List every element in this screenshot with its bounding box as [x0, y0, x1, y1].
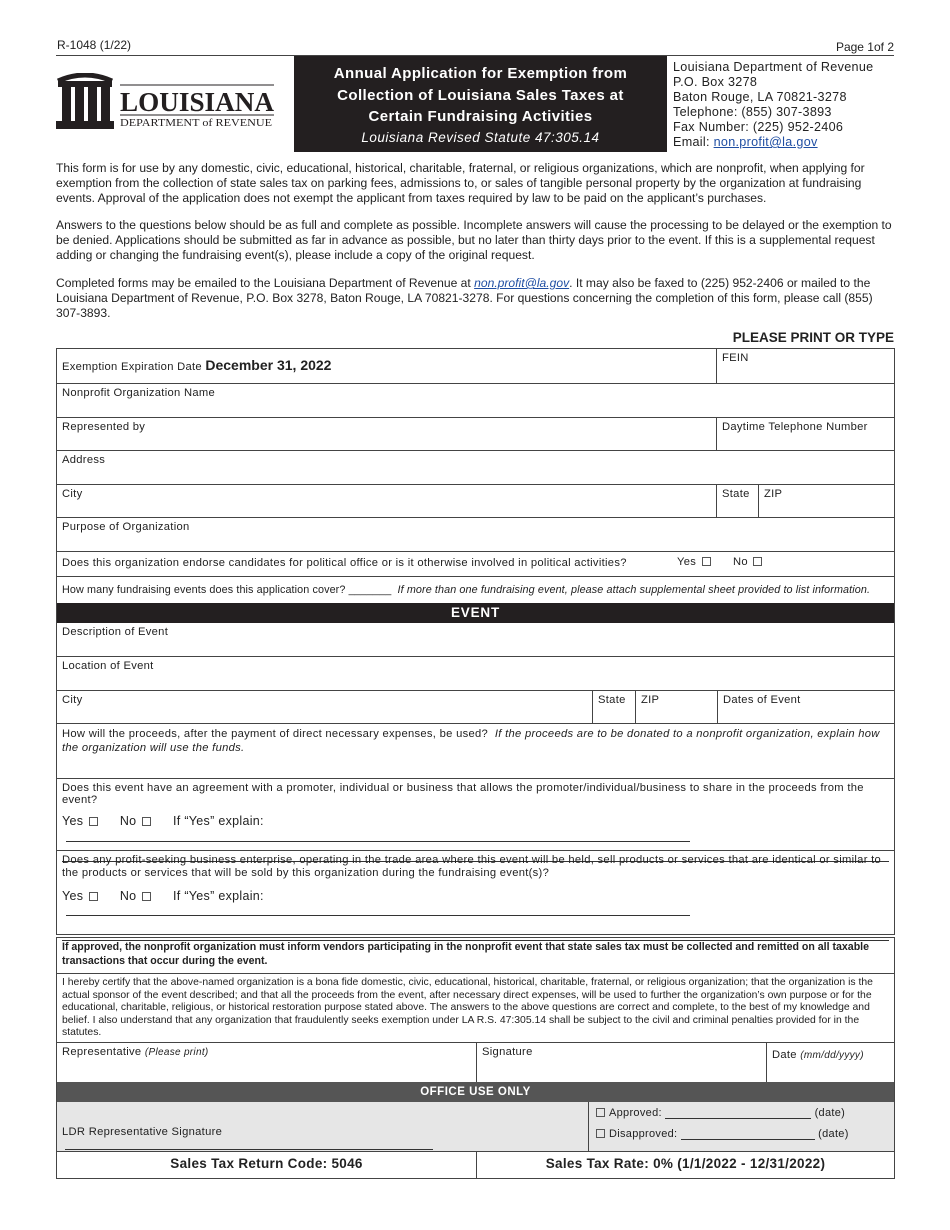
- address-field[interactable]: [57, 451, 894, 484]
- promoter-explain-line[interactable]: [66, 841, 690, 842]
- tax-rate: Sales Tax Rate: 0% (1/1/2022 - 12/31/2022): [476, 1152, 894, 1178]
- yes-label: Yes: [62, 889, 84, 903]
- political-yes[interactable]: [677, 556, 711, 568]
- ldr-logo: [56, 73, 276, 135]
- application-form: [56, 348, 895, 935]
- event-city-field[interactable]: [57, 691, 592, 723]
- business-yes[interactable]: [62, 889, 98, 903]
- proceeds-question[interactable]: [57, 724, 894, 778]
- ldr-signature-label: LDR Representative Signature: [62, 1126, 223, 1138]
- event-location-field[interactable]: [57, 657, 894, 690]
- signature-field[interactable]: [476, 1043, 766, 1082]
- form-code: R-1048 (1/22): [57, 38, 132, 52]
- intro-p3-text-end: . It may also be faxed to (225) 952-2406 or mailed to the Louisiana Department of Revenue, P.O. Box 3278, Baton Rouge, LA 70821-3278. For questions concerning the completion of this form, please call (855) 307-3893.: [56, 276, 873, 320]
- approved-date-label: (date): [814, 1107, 846, 1119]
- representative-field[interactable]: [57, 1043, 476, 1082]
- address-line: Fax Number: (225) 952-2406: [673, 120, 844, 134]
- address-label: Address: [62, 454, 106, 466]
- approved-checkbox[interactable]: [596, 1108, 605, 1117]
- page-number: Page 1of 2: [835, 40, 894, 54]
- political-no[interactable]: [733, 556, 762, 568]
- address-line: Telephone: (855) 307-3893: [673, 105, 832, 119]
- intro-paragraph-3: [56, 276, 895, 321]
- office-use-header: OFFICE USE ONLY: [57, 1082, 894, 1102]
- intro-p3-text: Completed forms may be emailed to the Louisiana Department of Revenue at: [56, 276, 475, 290]
- events-count-question: [57, 577, 894, 603]
- yes-label: Yes: [677, 556, 697, 568]
- event-zip-field[interactable]: [635, 691, 717, 723]
- expiration-value: December 31, 2022: [205, 357, 332, 373]
- event-section-header: EVENT: [57, 603, 894, 623]
- address-line: Louisiana Department of Revenue: [673, 60, 874, 74]
- print-notice: PLEASE PRINT OR TYPE: [732, 330, 894, 345]
- proceeds-question-text: How will the proceeds, after the payment of direct necessary expenses, be used?: [62, 728, 489, 740]
- pillars-emblem-icon: [56, 75, 114, 129]
- org-name-field[interactable]: [57, 384, 894, 417]
- events-note: If more than one fundraising event, please attach supplemental sheet provided to list information.: [397, 584, 871, 596]
- state-label: State: [722, 488, 750, 500]
- political-question: [57, 552, 894, 576]
- return-code: Sales Tax Return Code: 5046: [170, 1156, 363, 1171]
- approved-date-line[interactable]: [665, 1118, 811, 1119]
- intro-paragraph-1: This form is for use by any domestic, civic, educational, historical, charitable, fraternal, or religious organizations, which are nonprofit, when applying for exemption from the collection of state sales tax on parking fees, admissions to, or sales of tangible personal property by the organization at fundraising events. Approval of the application does not exempt the applicant from taxes required by law to be paid on the applicant’s purchases.: [56, 161, 865, 205]
- represented-by-field[interactable]: [57, 418, 716, 450]
- fein-label: FEIN: [722, 352, 749, 364]
- vendor-notice: If approved, the nonprofit organization must inform vendors participating in the nonprofit event that state sales tax must be collected and remitted on all taxable transactions that occur during the event.: [62, 941, 870, 967]
- business-answer-row: [62, 890, 889, 916]
- certification-statement: I hereby certify that the above-named organization is a bona fide domestic, civic, educational, historical, charitable, fraternal, or religious organization; that the organization is the actual sponsor of the event described; and that all the proceeds from the event, after necessary direct expenses, will be used to further the organization’s own purpose or for the educational, charitable, religious, or historical restoration purpose stated above. The answers to the above questions are correct and complete, to the best of my knowledge and belief. I also understand that any organization that fraudulently seeks exemption under LA R.S. 47:305.14 shall be subject to the civil and criminal penalties provided for in the statutes.: [62, 977, 873, 1039]
- ldr-signature-field[interactable]: [57, 1102, 588, 1151]
- business-question: [57, 851, 894, 934]
- zip-label: ZIP: [764, 488, 783, 500]
- approval-field: [588, 1102, 894, 1151]
- state-field[interactable]: [716, 485, 758, 517]
- event-state-label: State: [598, 694, 626, 706]
- business-question-text: Does any profit-seeking business enterprise, operating in the trade area where this event will be held, sell products or services that are identical or similar to the products or services that will be sold by this organization during the fundraising event(s)?: [62, 854, 882, 879]
- org-name-label: Nonprofit Organization Name: [62, 387, 215, 399]
- explain-label: If “Yes” explain:: [173, 814, 264, 828]
- promoter-answer-row: [62, 814, 889, 842]
- address-line: Baton Rouge, LA 70821-3278: [673, 90, 847, 104]
- logo-subtitle: DEPARTMENT of REVENUE: [120, 118, 272, 129]
- title-line-1: Annual Application for Exemption from: [333, 65, 628, 82]
- events-question-text: How many fundraising events does this application cover? _______: [62, 584, 392, 596]
- proceeds-note: If the proceeds are to be donated to a nonprofit organization, explain how the organization will use the funds.: [62, 728, 880, 754]
- purpose-field[interactable]: [57, 518, 894, 551]
- yes-checkbox[interactable]: [89, 817, 98, 826]
- disapproved-date-label: (date): [818, 1128, 849, 1140]
- approved-label: Approved:: [609, 1107, 662, 1119]
- purpose-label: Purpose of Organization: [62, 521, 190, 533]
- disapproved-option[interactable]: [594, 1128, 889, 1140]
- title-line-2: Collection of Louisiana Sales Taxes at: [337, 86, 624, 104]
- date-label: Date: [772, 1049, 801, 1061]
- certification-section: [56, 937, 895, 1179]
- yes-checkbox[interactable]: [702, 557, 711, 566]
- email-label: Email:: [673, 135, 714, 149]
- represented-by-label: Represented by: [62, 421, 146, 433]
- approved-option[interactable]: [594, 1107, 889, 1119]
- event-dates-field[interactable]: [717, 691, 894, 723]
- no-checkbox[interactable]: [142, 817, 151, 826]
- promoter-question-text: Does this event have an agreement with a promoter, individual or business that allows the promoter/individual/business to share in the proceeds from the event?: [62, 782, 864, 806]
- date-format-note: (mm/dd/yyyy): [800, 1050, 864, 1061]
- no-label: No: [119, 889, 137, 903]
- event-description-field[interactable]: [57, 623, 894, 656]
- representative-label: Representative: [62, 1046, 145, 1058]
- explain-label: If “Yes” explain:: [173, 889, 264, 903]
- date-field[interactable]: [766, 1043, 894, 1082]
- event-city-label: City: [62, 694, 83, 706]
- email-link[interactable]: non.profit@la.gov: [713, 135, 818, 149]
- form-title-box: [294, 56, 667, 152]
- yes-checkbox[interactable]: [89, 892, 98, 901]
- disapproved-label: Disapproved:: [609, 1128, 678, 1140]
- address-line: P.O. Box 3278: [673, 75, 758, 89]
- no-label: No: [119, 814, 137, 828]
- disapproved-checkbox[interactable]: [596, 1129, 605, 1138]
- event-zip-label: ZIP: [641, 694, 660, 706]
- disapproved-date-line[interactable]: [681, 1139, 815, 1140]
- daytime-phone-field[interactable]: [716, 418, 894, 450]
- promoter-yes[interactable]: [62, 814, 98, 828]
- zip-field[interactable]: [758, 485, 894, 517]
- expiration-field: [57, 349, 716, 383]
- description-label: Description of Event: [62, 626, 169, 638]
- expiration-label: Exemption Expiration Date: [62, 361, 206, 373]
- promoter-no[interactable]: [120, 814, 151, 828]
- dates-label: Dates of Event: [723, 694, 801, 706]
- intro-email-link[interactable]: non.profit@la.gov: [474, 276, 570, 290]
- event-state-field[interactable]: [592, 691, 635, 723]
- title-line-3: Certain Fundraising Activities: [368, 108, 593, 125]
- business-no[interactable]: [120, 889, 151, 903]
- no-label: No: [733, 556, 748, 568]
- signature-label: Signature: [482, 1046, 533, 1058]
- agency-address: [673, 60, 873, 150]
- no-checkbox[interactable]: [142, 892, 151, 901]
- please-print-note: (Please print): [144, 1047, 209, 1058]
- promoter-question: [57, 779, 894, 850]
- statute: Louisiana Revised Statute 47:305.14: [361, 129, 600, 145]
- city-field[interactable]: [57, 485, 716, 517]
- city-label: City: [62, 488, 83, 500]
- ldr-signature-line[interactable]: [65, 1149, 433, 1150]
- logo-name: LOUISIANA: [120, 87, 275, 117]
- daytime-phone-label: Daytime Telephone Number: [722, 421, 868, 433]
- yes-label: Yes: [62, 814, 84, 828]
- business-explain-line[interactable]: [66, 915, 690, 916]
- intro-paragraph-2: Answers to the questions below should be as full and complete as possible. Incomplete answers will cause the processing to be delayed or the exemption to be denied. Applications should be submitted as far in advance as possible, but no later than thirty days prior to the event. If this is a supplemental request adding or changing the fundraising event(s), please include a copy of the original request.: [56, 218, 892, 262]
- fein-field[interactable]: [716, 349, 894, 383]
- no-checkbox[interactable]: [753, 557, 762, 566]
- location-label: Location of Event: [62, 660, 154, 672]
- political-question-text: Does this organization endorse candidates for political office or is it otherwise involved in political activities?: [62, 557, 627, 569]
